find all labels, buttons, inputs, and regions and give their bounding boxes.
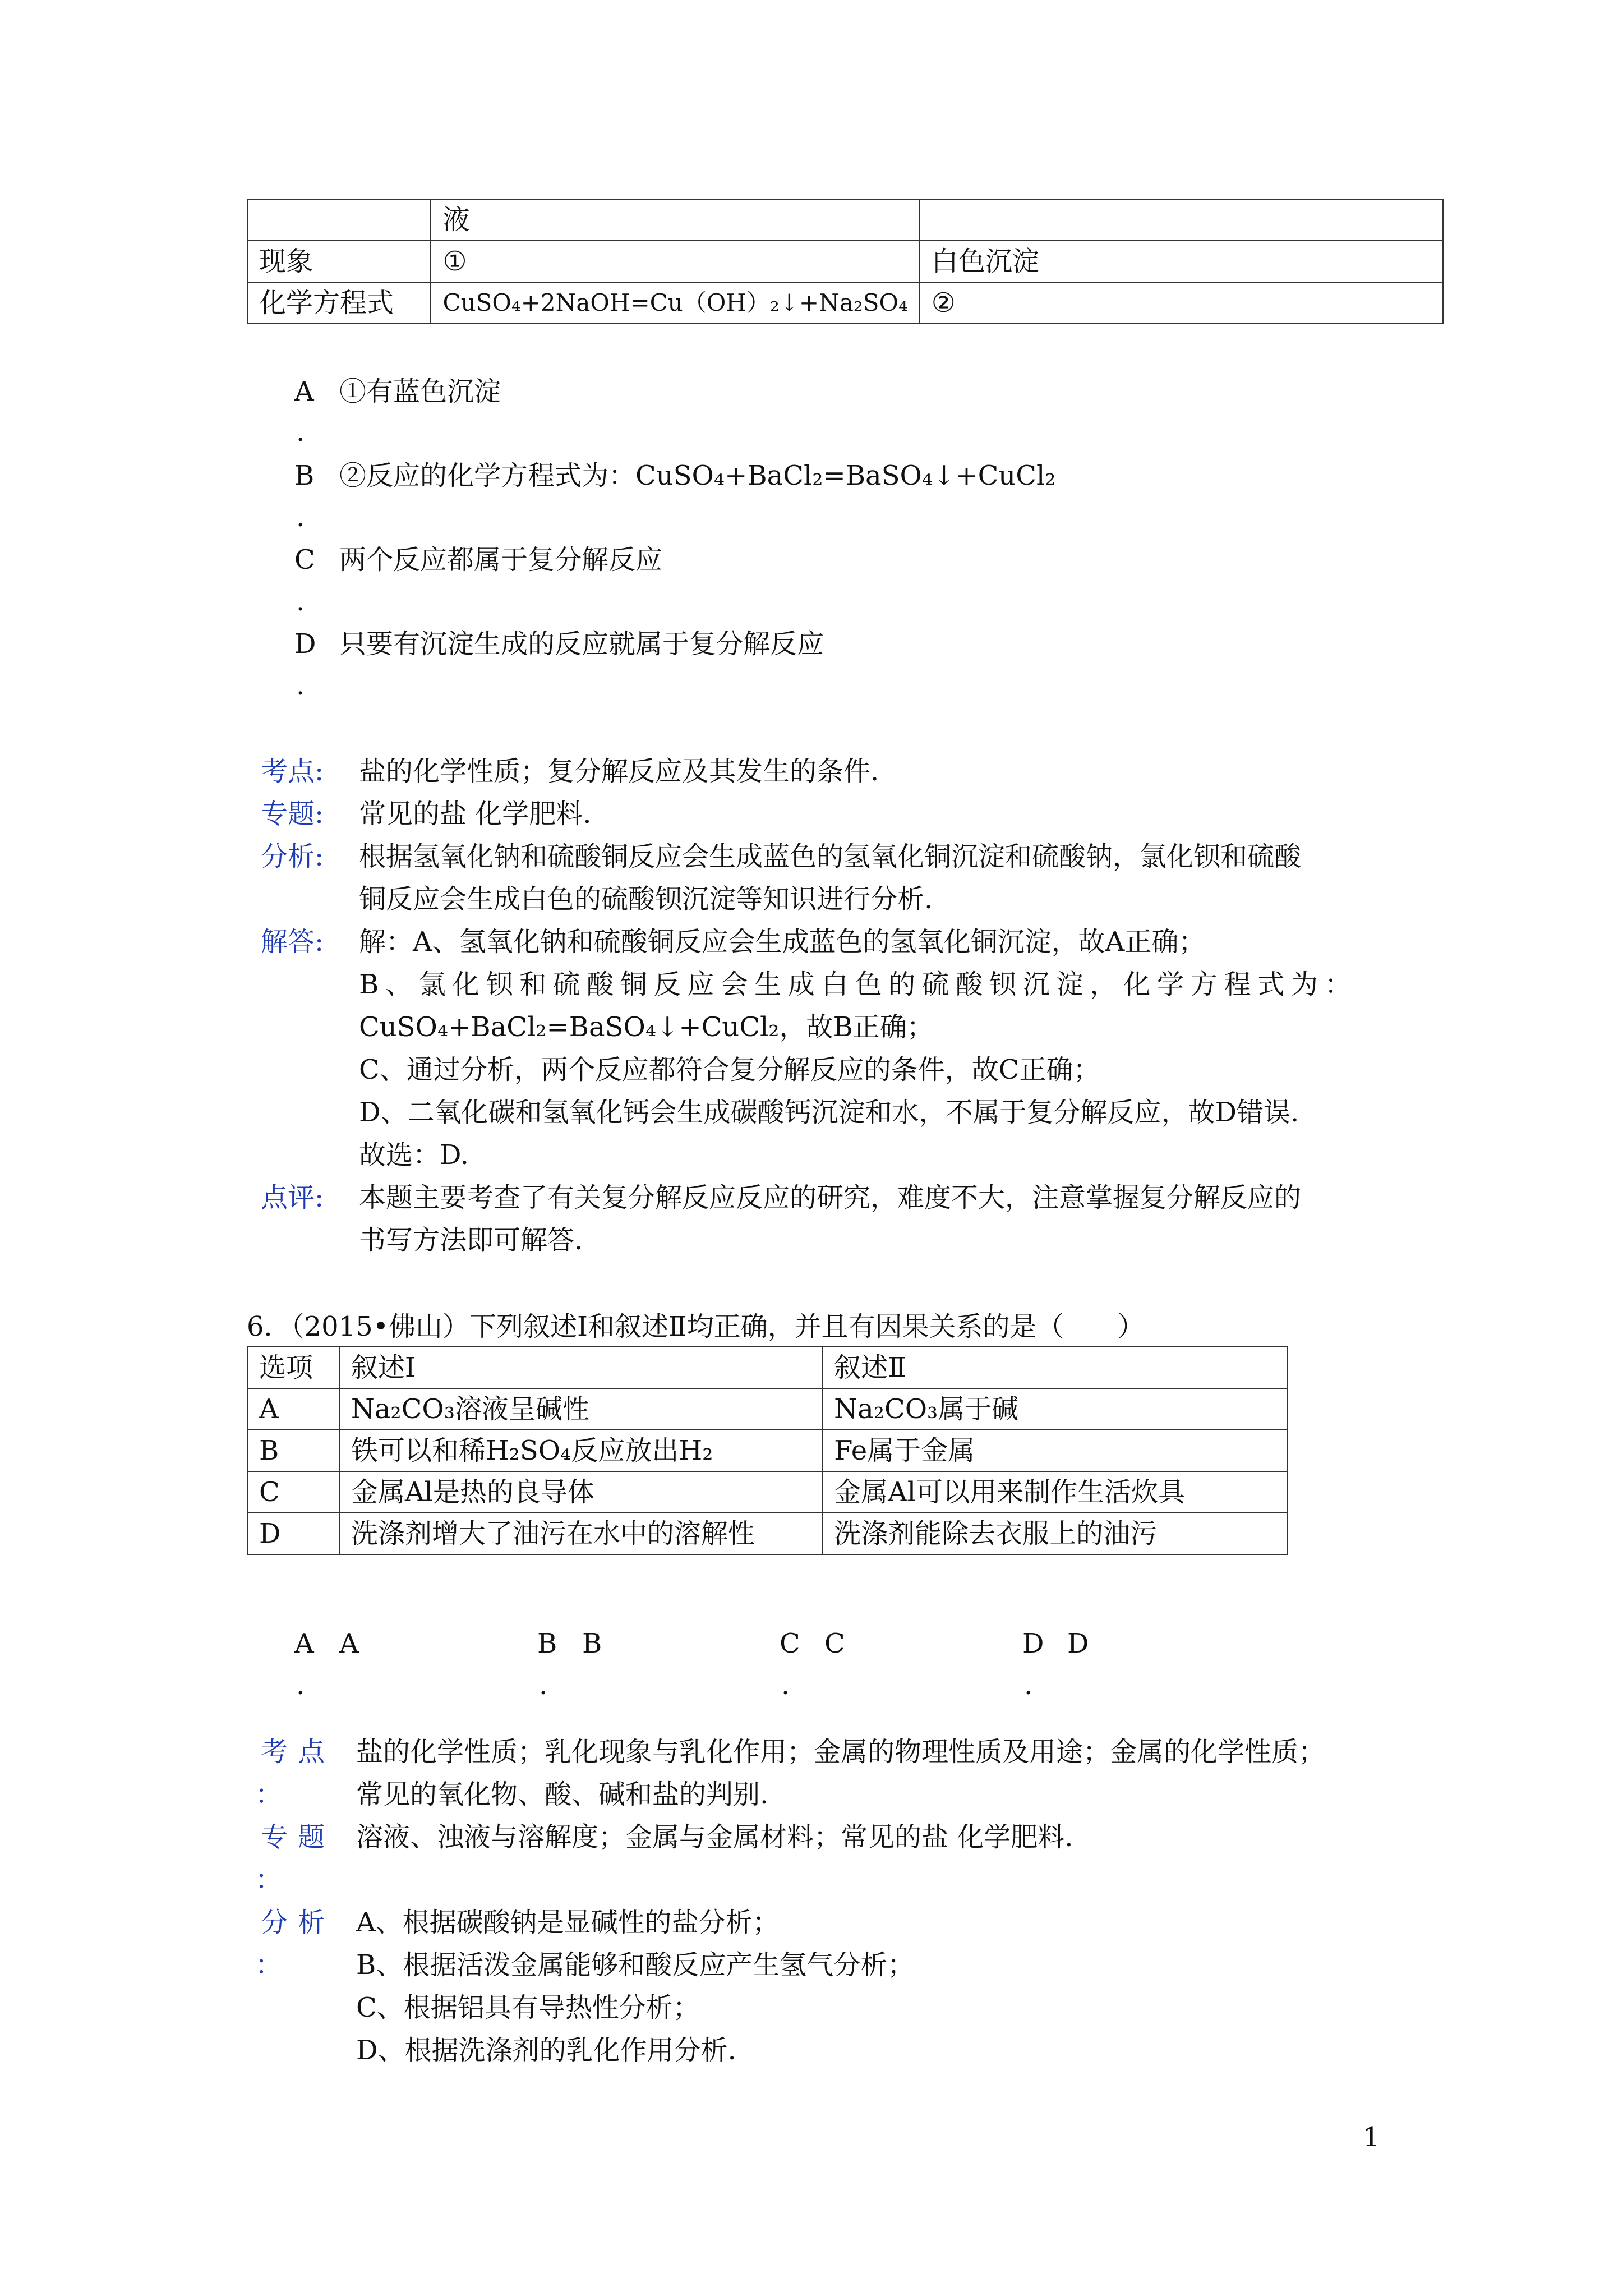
option-text: B: [582, 1628, 602, 1659]
option-dot: .: [296, 670, 305, 701]
fenxi-text: A、根据碳酸钠是显碱性的盐分析；: [356, 1907, 780, 1938]
fenxi-text: 根据氢氧化钠和硫酸铜反应会生成蓝色的氢氧化铜沉淀和硫酸钠，氯化钡和硫酸: [359, 841, 1302, 872]
option-dot: .: [296, 416, 305, 448]
table-row: [247, 1347, 1287, 1388]
table-cell: 金属Al是热的良导体: [339, 1471, 822, 1513]
option-dot: .: [1024, 1669, 1033, 1701]
option-dot: .: [296, 1669, 305, 1701]
table-cell: 现象: [247, 241, 431, 282]
fenxi-text: D、根据洗涤剂的乳化作用分析.: [356, 2035, 736, 2066]
fenxi-text: 铜反应会生成白色的硫酸钡沉淀等知识进行分析.: [359, 884, 933, 915]
table-cell: 液: [431, 199, 919, 241]
option-dot: .: [296, 501, 305, 533]
option-text: A: [339, 1628, 359, 1659]
option-letter: C: [294, 544, 315, 576]
jieda-text: CuSO₄+BaCl₂=BaSO₄↓+CuCl₂，故B正确；: [359, 1011, 934, 1043]
fenxi-label: 分析:: [261, 841, 324, 872]
table-cell: C: [247, 1471, 339, 1513]
table-cell: 洗涤剂能除去衣服上的油污: [822, 1513, 1287, 1554]
option-dot: .: [296, 586, 305, 617]
fenxi-label-colon: ：: [255, 1949, 283, 1981]
table-cell: D: [247, 1513, 339, 1554]
option-text: ①有蓝色沉淀: [339, 376, 501, 407]
question-6-stem: 6．（2015•佛山）下列叙述Ⅰ和叙述Ⅱ均正确，并且有因果关系的是（ ）: [247, 1311, 1145, 1342]
table-cell: A: [247, 1388, 339, 1430]
table-row: [247, 1471, 1287, 1513]
option-dot: .: [781, 1669, 790, 1701]
option-text: ②反应的化学方程式为：CuSO₄+BaCl₂=BaSO₄↓+CuCl₂: [339, 460, 1056, 491]
option-text: 两个反应都属于复分解反应: [339, 544, 663, 576]
table-cell: [247, 199, 431, 241]
table-cell: 叙述Ⅰ: [339, 1347, 822, 1388]
kaodian-label-colon: ：: [255, 1779, 283, 1810]
fenxi-text: C、根据铝具有导热性分析；: [356, 1992, 700, 2023]
table-cell: 选项: [247, 1347, 339, 1388]
table-cell: CuSO₄+2NaOH=Cu（OH）₂↓+Na₂SO₄: [431, 282, 919, 324]
kaodian-label: 考点: [261, 1736, 335, 1768]
fenxi-text: B、根据活泼金属能够和酸反应产生氢气分析；: [356, 1949, 915, 1981]
table-row: [247, 282, 1443, 324]
option-letter: C: [780, 1628, 800, 1659]
table-cell: B: [247, 1430, 339, 1471]
dianping-text: 本题主要考查了有关复分解反应反应的研究，难度不大，注意掌握复分解反应的: [359, 1182, 1302, 1213]
option-letter: A: [294, 1628, 314, 1659]
option-letter: A: [294, 376, 314, 407]
table-cell: 金属Al可以用来制作生活炊具: [822, 1471, 1287, 1513]
jieda-text: 故选：D.: [359, 1139, 469, 1171]
table-row: [247, 1513, 1287, 1554]
table-cell: 洗涤剂增大了油污在水中的溶解性: [339, 1513, 822, 1554]
table-row: [247, 1388, 1287, 1430]
table-cell: [920, 199, 1443, 241]
zhuanti-label: 专题: [261, 1821, 335, 1853]
option-letter: B: [537, 1628, 557, 1659]
table-cell: Na₂CO₃属于碱: [822, 1388, 1287, 1430]
jieda-text: C、通过分析，两个反应都符合复分解反应的条件，故C正确；: [359, 1054, 1100, 1085]
jieda-text: B、氯化钡和硫酸铜反应会生成白色的硫酸钡沉淀，化学方程式为：: [359, 969, 1352, 1000]
zhuanti-label-colon: ：: [255, 1864, 283, 1895]
table-cell: 叙述Ⅱ: [822, 1347, 1287, 1388]
jieda-text: 解：A、氢氧化钠和硫酸铜反应会生成蓝色的氢氧化铜沉淀，故A正确；: [359, 926, 1206, 958]
kaodian-text: 盐的化学性质；复分解反应及其发生的条件.: [359, 756, 879, 787]
statement-table: [247, 1346, 1288, 1555]
page-number: 1: [1363, 2122, 1380, 2153]
fenxi-label: 分析: [261, 1907, 335, 1938]
option-text: C: [824, 1628, 845, 1659]
zhuanti-text: 溶液、浊液与溶解度；金属与金属材料；常见的盐 化学肥料.: [356, 1821, 1073, 1853]
zhuanti-label: 专题:: [261, 798, 324, 830]
table-row: [247, 241, 1443, 282]
kaodian-text: 盐的化学性质；乳化现象与乳化作用；金属的物理性质及用途；金属的化学性质；: [356, 1736, 1326, 1768]
jieda-text: D、二氧化碳和氢氧化钙会生成碳酸钙沉淀和水，不属于复分解反应，故D错误.: [359, 1097, 1299, 1128]
option-dot: .: [539, 1669, 548, 1701]
dianping-text: 书写方法即可解答.: [359, 1225, 583, 1256]
jieda-label: 解答:: [261, 926, 324, 958]
reaction-table: [247, 199, 1444, 324]
option-letter: B: [294, 460, 315, 491]
option-text: 只要有沉淀生成的反应就属于复分解反应: [339, 628, 824, 660]
table-cell: 铁可以和稀H₂SO₄反应放出H₂: [339, 1430, 822, 1471]
dianping-label: 点评:: [261, 1182, 324, 1213]
table-row: [247, 199, 1443, 241]
table-row: [247, 1430, 1287, 1471]
table-cell: 白色沉淀: [920, 241, 1443, 282]
table-cell: ②: [920, 282, 1443, 324]
option-letter: D: [1022, 1628, 1044, 1659]
option-letter: D: [294, 628, 316, 660]
table-cell: 化学方程式: [247, 282, 431, 324]
zhuanti-text: 常见的盐 化学肥料.: [359, 798, 592, 830]
kaodian-text: 常见的氧化物、酸、碱和盐的判别.: [356, 1779, 769, 1810]
table-cell: ①: [431, 241, 919, 282]
kaodian-label: 考点:: [261, 756, 324, 787]
table-cell: Na₂CO₃溶液呈碱性: [339, 1388, 822, 1430]
option-text: D: [1067, 1628, 1089, 1659]
table-cell: Fe属于金属: [822, 1430, 1287, 1471]
